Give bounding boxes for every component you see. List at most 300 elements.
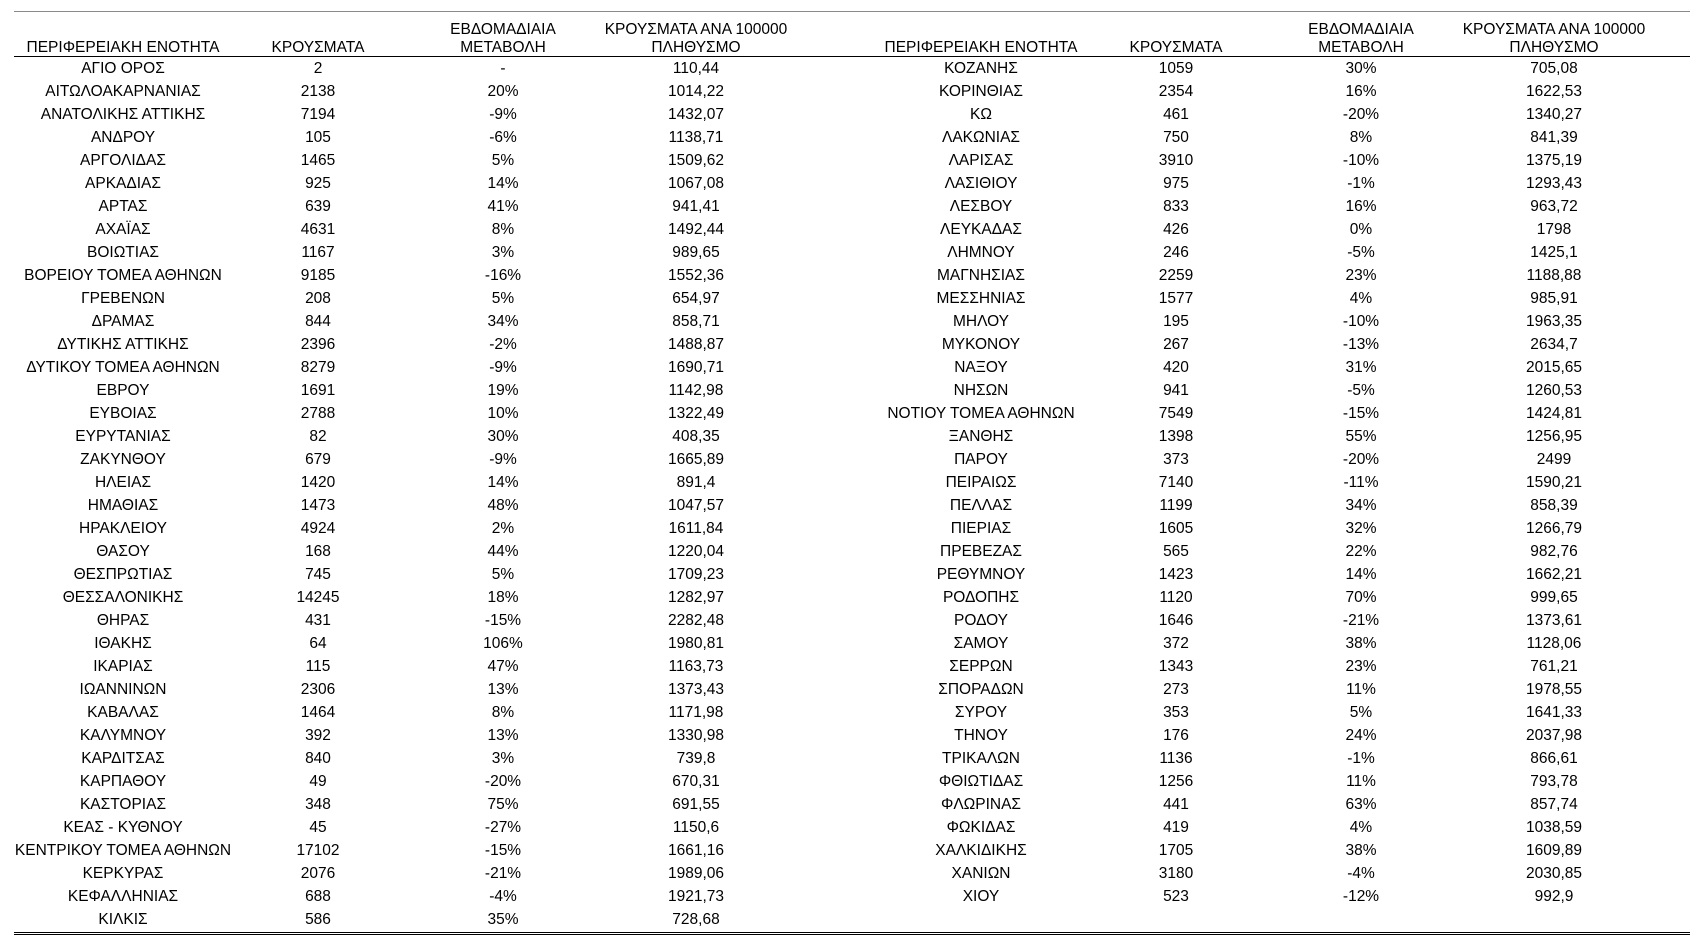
per100k-cell: 999,65 xyxy=(1530,589,1578,606)
weekly-change-cell: -15% xyxy=(484,842,522,859)
region-cell: ΚΟΖΑΝΗΣ xyxy=(944,60,1018,77)
region-cell: ΚΕΡΚΥΡΑΣ xyxy=(82,865,164,882)
weekly-change-cell: -15% xyxy=(484,612,522,629)
weekly-change-cell: -2% xyxy=(489,336,517,353)
table-row xyxy=(14,356,790,379)
cases-cell: 1167 xyxy=(301,244,335,261)
cases-cell: 441 xyxy=(1163,796,1189,813)
cases-cell: 1423 xyxy=(1158,566,1194,583)
table-row xyxy=(14,448,790,471)
region-cell: ΣΕΡΡΩΝ xyxy=(949,658,1013,675)
cases-table-right xyxy=(872,12,1648,908)
region-cell: ΑΡΚΑΔΙΑΣ xyxy=(85,175,161,192)
per100k-cell: 2015,65 xyxy=(1525,359,1583,376)
cases-cell: 1120 xyxy=(1159,589,1193,606)
cases-cell: 9185 xyxy=(300,267,336,284)
region-cell: ΕΒΡΟΥ xyxy=(96,382,150,399)
table-row xyxy=(872,540,1648,563)
per100k-cell: 1038,59 xyxy=(1525,819,1583,836)
region-cell: ΓΡΕΒΕΝΩΝ xyxy=(81,290,165,307)
per100k-cell: 941,41 xyxy=(672,198,720,215)
header-weekly-change-line1: ΕΒΔΟΜΑΔΙΑΙΑ xyxy=(1308,21,1414,38)
cases-cell: 2 xyxy=(313,60,323,77)
header-per100k-line1: ΚΡΟΥΣΜΑΤΑ ΑΝΑ 100000 xyxy=(604,21,788,38)
cases-cell: 1577 xyxy=(1158,290,1194,307)
table-row xyxy=(872,448,1648,471)
weekly-change-cell: -5% xyxy=(1347,244,1375,261)
per100k-cell: 989,65 xyxy=(672,244,720,261)
region-cell: ΝΑΞΟΥ xyxy=(954,359,1008,376)
table-row xyxy=(14,655,790,678)
table-row xyxy=(872,57,1648,80)
table-row xyxy=(14,724,790,747)
per100k-cell: 761,21 xyxy=(1530,658,1578,675)
table-row xyxy=(14,103,790,126)
region-cell: ΣΥΡΟΥ xyxy=(954,704,1008,721)
table-row xyxy=(14,425,790,448)
region-cell: ΛΗΜΝΟΥ xyxy=(947,244,1015,261)
region-cell: ΚΑΡΔΙΤΣΑΣ xyxy=(81,750,165,767)
table-body-left xyxy=(14,57,790,931)
region-cell: ΗΡΑΚΛΕΙΟΥ xyxy=(79,520,167,537)
weekly-change-cell: 10% xyxy=(487,405,519,422)
weekly-change-cell: 2% xyxy=(491,520,515,537)
table-row xyxy=(14,517,790,540)
per100k-cell: 1989,06 xyxy=(667,865,725,882)
region-cell: ΑΝΔΡΟΥ xyxy=(90,129,156,146)
weekly-change-cell: -12% xyxy=(1342,888,1380,905)
region-cell: ΙΩΑΝΝΙΝΩΝ xyxy=(79,681,167,698)
region-cell: ΦΘΙΩΤΙΔΑΣ xyxy=(938,773,1024,790)
header-region: ΠΕΡΙΦΕΡΕΙΑΚΗ ΕΝΟΤΗΤΑ xyxy=(884,39,1078,56)
region-cell: ΚΩ xyxy=(970,106,992,123)
per100k-cell: 1375,19 xyxy=(1525,152,1583,169)
cases-cell: 1464 xyxy=(300,704,336,721)
region-cell: ΦΛΩΡΙΝΑΣ xyxy=(940,796,1022,813)
cases-cell: 2306 xyxy=(300,681,336,698)
region-cell: ΑΡΤΑΣ xyxy=(98,198,148,215)
weekly-change-cell: 32% xyxy=(1345,520,1377,537)
per100k-cell: 1138,71 xyxy=(668,129,724,146)
weekly-change-cell: -4% xyxy=(1347,865,1375,882)
weekly-change-cell: 35% xyxy=(487,911,519,928)
per100k-cell: 2030,85 xyxy=(1525,865,1583,882)
table-row xyxy=(872,494,1648,517)
per100k-cell: 857,74 xyxy=(1530,796,1578,813)
weekly-change-cell: 8% xyxy=(491,221,515,238)
per100k-cell: 1661,16 xyxy=(667,842,725,859)
weekly-change-cell: -9% xyxy=(489,451,517,468)
region-cell: ΘΑΣΟΥ xyxy=(96,543,150,560)
table-row xyxy=(14,632,790,655)
region-cell: ΘΕΣΠΡΩΤΙΑΣ xyxy=(73,566,173,583)
per100k-cell: 1067,08 xyxy=(667,175,725,192)
table-row xyxy=(14,885,790,908)
per100k-cell: 408,35 xyxy=(672,428,720,445)
region-cell: ΑΙΤΩΛΟΑΚΑΡΝΑΝΙΑΣ xyxy=(45,83,201,100)
weekly-change-cell: -13% xyxy=(1342,336,1380,353)
cases-cell: 1420 xyxy=(300,474,336,491)
cases-cell: 1605 xyxy=(1158,520,1194,537)
per100k-cell: 1293,43 xyxy=(1525,175,1583,192)
table-row xyxy=(14,310,790,333)
header-per100k xyxy=(602,12,790,57)
table-row xyxy=(872,563,1648,586)
table-row xyxy=(872,632,1648,655)
table-row xyxy=(14,402,790,425)
region-cell: ΣΠΟΡΑΔΩΝ xyxy=(938,681,1024,698)
per100k-cell: 793,78 xyxy=(1530,773,1578,790)
weekly-change-cell: 38% xyxy=(1345,842,1377,859)
table-row xyxy=(14,908,790,931)
region-cell: ΕΥΡΥΤΑΝΙΑΣ xyxy=(75,428,171,445)
table-row xyxy=(872,195,1648,218)
weekly-change-cell: 75% xyxy=(487,796,519,813)
cases-cell: 17102 xyxy=(296,842,340,859)
table-row xyxy=(14,816,790,839)
region-cell: ΠΙΕΡΙΑΣ xyxy=(950,520,1012,537)
table-row xyxy=(14,57,790,80)
cases-cell: 461 xyxy=(1163,106,1189,123)
weekly-change-cell: 20% xyxy=(487,83,519,100)
table-row xyxy=(872,747,1648,770)
per100k-cell: 866,61 xyxy=(1530,750,1578,767)
weekly-change-cell: 11% xyxy=(1346,773,1376,790)
region-cell: ΠΑΡΟΥ xyxy=(954,451,1008,468)
region-cell: ΔΥΤΙΚΟΥ ΤΟΜΕΑ ΑΘΗΝΩΝ xyxy=(26,359,220,376)
region-cell: ΛΑΚΩΝΙΑΣ xyxy=(941,129,1021,146)
weekly-change-cell: 4% xyxy=(1349,290,1373,307)
cases-cell: 105 xyxy=(305,129,331,146)
per100k-cell: 1978,55 xyxy=(1525,681,1583,698)
table-row xyxy=(872,586,1648,609)
cases-cell: 115 xyxy=(305,658,331,675)
cases-cell: 267 xyxy=(1163,336,1189,353)
cases-cell: 679 xyxy=(305,451,331,468)
region-cell: ΚΕΑΣ - ΚΥΘΝΟΥ xyxy=(63,819,183,836)
table-row xyxy=(872,126,1648,149)
per100k-cell: 670,31 xyxy=(672,773,720,790)
table-row xyxy=(872,425,1648,448)
per100k-cell: 1330,98 xyxy=(667,727,725,744)
region-cell: ΝΗΣΩΝ xyxy=(953,382,1009,399)
table-row xyxy=(14,379,790,402)
per100k-cell: 1424,81 xyxy=(1525,405,1583,422)
table-row xyxy=(14,172,790,195)
table-row xyxy=(14,149,790,172)
per100k-cell: 1492,44 xyxy=(667,221,725,238)
region-cell: ΚΙΛΚΙΣ xyxy=(98,911,148,928)
weekly-change-cell: 16% xyxy=(1345,198,1377,215)
region-cell: ΜΥΚΟΝΟΥ xyxy=(941,336,1021,353)
per100k-cell: 1014,22 xyxy=(667,83,725,100)
table-row xyxy=(14,218,790,241)
header-weekly-change-line1: ΕΒΔΟΜΑΔΙΑΙΑ xyxy=(450,21,556,38)
table-row xyxy=(872,287,1648,310)
table-row xyxy=(14,494,790,517)
weekly-change-cell: -27% xyxy=(484,819,522,836)
cases-cell: 273 xyxy=(1163,681,1189,698)
region-cell: ΡΟΔΟΠΗΣ xyxy=(942,589,1020,606)
table-row xyxy=(872,149,1648,172)
per100k-cell: 1188,88 xyxy=(1526,267,1582,284)
weekly-change-cell: -20% xyxy=(1342,451,1380,468)
cases-table-left xyxy=(14,12,790,931)
cases-cell: 975 xyxy=(1163,175,1189,192)
per100k-cell: 891,4 xyxy=(676,474,716,491)
per100k-cell: 1552,36 xyxy=(667,267,725,284)
table-row xyxy=(14,80,790,103)
weekly-change-cell: 3% xyxy=(491,244,515,261)
per100k-cell: 1282,97 xyxy=(667,589,725,606)
weekly-change-cell: 38% xyxy=(1345,635,1377,652)
header-row xyxy=(872,12,1648,57)
weekly-change-cell: 4% xyxy=(1349,819,1373,836)
weekly-change-cell: 8% xyxy=(491,704,515,721)
cases-cell: 1256 xyxy=(1158,773,1194,790)
header-weekly-change-line2: ΜΕΤΑΒΟΛΗ xyxy=(1318,39,1404,56)
weekly-change-cell: -21% xyxy=(484,865,522,882)
cases-cell: 246 xyxy=(1163,244,1189,261)
per100k-cell: 2037,98 xyxy=(1525,727,1583,744)
cases-cell: 639 xyxy=(305,198,331,215)
cases-cell: 7140 xyxy=(1158,474,1194,491)
cases-cell: 925 xyxy=(305,175,331,192)
per100k-cell: 1590,21 xyxy=(1525,474,1583,491)
weekly-change-cell: -1% xyxy=(1347,175,1375,192)
per100k-cell: 1340,27 xyxy=(1525,106,1583,123)
cases-cell: 420 xyxy=(1163,359,1189,376)
weekly-change-cell: -21% xyxy=(1342,612,1380,629)
table-row xyxy=(14,471,790,494)
region-cell: ΑΝΑΤΟΛΙΚΗΣ ΑΤΤΙΚΗΣ xyxy=(40,106,206,123)
per100k-cell: 1963,35 xyxy=(1525,313,1583,330)
per100k-cell: 1641,33 xyxy=(1525,704,1583,721)
weekly-change-cell: 13% xyxy=(487,727,519,744)
cases-cell: 565 xyxy=(1163,543,1189,560)
cases-cell: 2354 xyxy=(1158,83,1194,100)
cases-cell: 4631 xyxy=(300,221,336,238)
table-row xyxy=(872,310,1648,333)
weekly-change-cell: 5% xyxy=(491,566,515,583)
table-row xyxy=(872,609,1648,632)
per100k-cell: 1425,1 xyxy=(1530,244,1578,261)
weekly-change-cell: 14% xyxy=(487,175,519,192)
weekly-change-cell: -16% xyxy=(484,267,522,284)
per100k-cell: 1798 xyxy=(1536,221,1572,238)
cases-cell: 586 xyxy=(305,911,331,928)
table-row xyxy=(14,333,790,356)
cases-cell: 431 xyxy=(305,612,331,629)
region-cell: ΧΑΛΚΙΔΙΚΗΣ xyxy=(935,842,1027,859)
region-cell: ΚΑΛΥΜΝΟΥ xyxy=(79,727,167,744)
weekly-change-cell: -10% xyxy=(1342,313,1380,330)
weekly-change-cell: -5% xyxy=(1347,382,1375,399)
cases-cell: 2788 xyxy=(300,405,336,422)
table-row xyxy=(14,839,790,862)
per100k-cell: 728,68 xyxy=(672,911,720,928)
header-weekly-change-line2: ΜΕΤΑΒΟΛΗ xyxy=(460,39,546,56)
region-cell: ΖΑΚΥΝΘΟΥ xyxy=(80,451,166,468)
weekly-change-cell: 34% xyxy=(487,313,519,330)
region-cell: ΑΓΙΟ ΟΡΟΣ xyxy=(81,60,165,77)
table-body-right xyxy=(872,57,1648,908)
per100k-cell: 1128,06 xyxy=(1526,635,1582,652)
table-row xyxy=(14,747,790,770)
weekly-change-cell: 5% xyxy=(1349,704,1373,721)
cases-cell: 1705 xyxy=(1158,842,1194,859)
table-row xyxy=(872,379,1648,402)
weekly-change-cell: -20% xyxy=(1342,106,1380,123)
weekly-change-cell: 18% xyxy=(487,589,519,606)
per100k-cell: 1690,71 xyxy=(667,359,725,376)
header-per100k xyxy=(1460,12,1648,57)
weekly-change-cell: -11% xyxy=(1343,474,1379,491)
header-per100k-line1: ΚΡΟΥΣΜΑΤΑ ΑΝΑ 100000 xyxy=(1462,21,1646,38)
weekly-change-cell: -9% xyxy=(489,106,517,123)
cases-cell: 419 xyxy=(1163,819,1189,836)
per100k-cell: 1709,23 xyxy=(667,566,725,583)
region-cell: ΚΑΣΤΟΡΙΑΣ xyxy=(79,796,167,813)
cases-cell: 8279 xyxy=(300,359,336,376)
cases-cell: 1136 xyxy=(1159,750,1193,767)
cases-cell: 745 xyxy=(305,566,331,583)
table-row xyxy=(872,770,1648,793)
table-row xyxy=(872,103,1648,126)
per100k-cell: 2634,7 xyxy=(1530,336,1578,353)
region-cell: ΧΑΝΙΩΝ xyxy=(951,865,1011,882)
cases-cell: 168 xyxy=(305,543,331,560)
table-row xyxy=(14,609,790,632)
per100k-cell: 654,97 xyxy=(672,290,720,307)
region-cell: ΚΕΝΤΡΙΚΟΥ ΤΟΜΕΑ ΑΘΗΝΩΝ xyxy=(14,842,232,859)
cases-cell: 2259 xyxy=(1158,267,1194,284)
cases-cell: 2076 xyxy=(300,865,336,882)
weekly-change-cell: 14% xyxy=(487,474,519,491)
region-cell: ΛΕΣΒΟΥ xyxy=(949,198,1013,215)
cases-cell: 3910 xyxy=(1158,152,1194,169)
per100k-cell: 2282,48 xyxy=(667,612,725,629)
table-row xyxy=(14,287,790,310)
bottom-double-border xyxy=(14,932,1690,935)
region-cell: ΙΘΑΚΗΣ xyxy=(94,635,152,652)
per100k-cell: 1150,6 xyxy=(672,819,720,836)
cases-cell: 4924 xyxy=(300,520,336,537)
cases-cell: 523 xyxy=(1163,888,1189,905)
header-divider-line xyxy=(14,56,1690,57)
table-row xyxy=(872,839,1648,862)
header-cases: ΚΡΟΥΣΜΑΤΑ xyxy=(1129,39,1223,56)
region-cell: ΣΑΜΟΥ xyxy=(953,635,1009,652)
cases-cell: 353 xyxy=(1163,704,1189,721)
weekly-change-cell: 8% xyxy=(1349,129,1373,146)
weekly-change-cell: 44% xyxy=(487,543,519,560)
weekly-change-cell: 23% xyxy=(1345,658,1377,675)
per100k-cell: 1171,98 xyxy=(668,704,724,721)
cases-cell: 348 xyxy=(305,796,331,813)
per100k-cell: 1220,04 xyxy=(667,543,725,560)
region-cell: ΛΑΣΙΘΙΟΥ xyxy=(944,175,1018,192)
region-cell: ΚΟΡΙΝΘΙΑΣ xyxy=(938,83,1024,100)
region-cell: ΠΕΛΛΑΣ xyxy=(949,497,1013,514)
cases-cell: 840 xyxy=(305,750,331,767)
cases-cell: 392 xyxy=(305,727,331,744)
weekly-change-cell: 13% xyxy=(487,681,519,698)
region-cell: ΞΑΝΘΗΣ xyxy=(948,428,1014,445)
header-cases: ΚΡΟΥΣΜΑΤΑ xyxy=(271,39,365,56)
region-cell: ΡΕΘΥΜΝΟΥ xyxy=(936,566,1026,583)
header-per100k-line2: ΠΛΗΘΥΣΜΟ xyxy=(1509,39,1599,56)
cases-cell: 2396 xyxy=(300,336,336,353)
cases-cell: 1473 xyxy=(300,497,336,514)
table-row xyxy=(872,678,1648,701)
table-row xyxy=(872,793,1648,816)
weekly-change-cell: -4% xyxy=(489,888,517,905)
region-cell: ΚΑΡΠΑΘΟΥ xyxy=(79,773,167,790)
table-row xyxy=(14,241,790,264)
weekly-change-cell: 30% xyxy=(1345,60,1377,77)
weekly-change-cell: 3% xyxy=(491,750,515,767)
table-row xyxy=(872,333,1648,356)
region-cell: ΛΕΥΚΑΔΑΣ xyxy=(940,221,1022,238)
per100k-cell: 705,08 xyxy=(1530,60,1578,77)
cases-cell: 1398 xyxy=(1158,428,1194,445)
weekly-change-cell: 41% xyxy=(487,198,519,215)
per100k-cell: 963,72 xyxy=(1530,198,1578,215)
per100k-cell: 1980,81 xyxy=(667,635,725,652)
table-row xyxy=(872,172,1648,195)
cases-cell: 1199 xyxy=(1159,497,1193,514)
cases-cell: 7549 xyxy=(1158,405,1194,422)
per100k-cell: 1373,61 xyxy=(1525,612,1583,629)
cases-cell: 7194 xyxy=(300,106,336,123)
table-row xyxy=(14,126,790,149)
region-cell: ΜΑΓΝΗΣΙΑΣ xyxy=(937,267,1025,284)
weekly-change-cell: 5% xyxy=(491,152,515,169)
region-cell: ΕΥΒΟΙΑΣ xyxy=(89,405,157,422)
table-row xyxy=(872,885,1648,908)
per100k-cell: 1256,95 xyxy=(1525,428,1583,445)
region-cell: ΠΕΙΡΑΙΩΣ xyxy=(945,474,1017,491)
region-cell: ΗΜΑΘΙΑΣ xyxy=(87,497,159,514)
table-row xyxy=(872,816,1648,839)
cases-cell: 941 xyxy=(1163,382,1189,399)
per100k-cell: 1609,89 xyxy=(1525,842,1583,859)
region-cell: ΒΟΙΩΤΙΑΣ xyxy=(87,244,159,261)
weekly-change-cell: 22% xyxy=(1345,543,1377,560)
region-cell: ΗΛΕΙΑΣ xyxy=(94,474,152,491)
table-row xyxy=(14,793,790,816)
per100k-cell: 841,39 xyxy=(1530,129,1578,146)
per100k-cell: 1266,79 xyxy=(1525,520,1583,537)
weekly-change-cell: -10% xyxy=(1342,152,1380,169)
per100k-cell: 858,71 xyxy=(672,313,720,330)
weekly-change-cell: 70% xyxy=(1345,589,1377,606)
per100k-cell: 1322,49 xyxy=(667,405,725,422)
weekly-change-cell: 24% xyxy=(1345,727,1377,744)
region-cell: ΠΡΕΒΕΖΑΣ xyxy=(940,543,1022,560)
weekly-change-cell: 19% xyxy=(487,382,519,399)
header-weekly-change xyxy=(404,12,602,57)
cases-cell: 1465 xyxy=(300,152,336,169)
per100k-cell: 1921,73 xyxy=(667,888,725,905)
table-row xyxy=(872,264,1648,287)
region-cell: ΦΩΚΙΔΑΣ xyxy=(946,819,1016,836)
weekly-change-cell: - xyxy=(500,60,506,77)
per100k-cell: 1665,89 xyxy=(667,451,725,468)
region-cell: ΜΕΣΣΗΝΙΑΣ xyxy=(936,290,1026,307)
region-cell: ΡΟΔΟΥ xyxy=(954,612,1008,629)
